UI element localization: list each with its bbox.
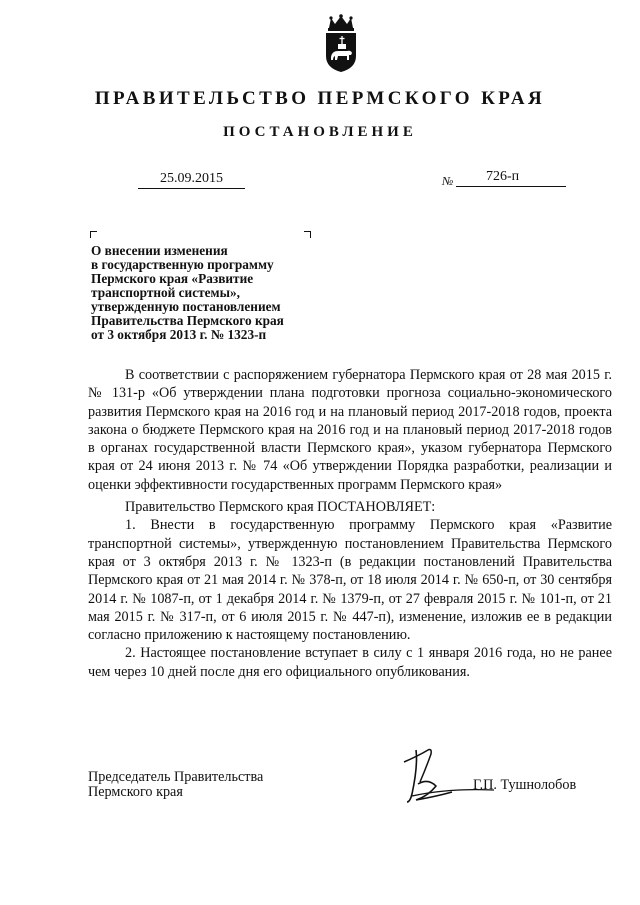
subject-corner-right [304, 231, 311, 238]
subject-line: от 3 октября 2013 г. № 1323-п [91, 327, 267, 342]
signatory-position [88, 770, 263, 800]
clause-1: 1. Внести в государственную программу Пермского края «Развитие транспортной системы», утвержденную постановлением Правительства Пермского края от 3 октября 2013 г. № 1323-п (в редакции постановлений Правительства Пермского края от 21 мая 2014 г. № 378-п, от 18 июля 2014 г. № 650-п, от 30 сентября 2014 г. № 1087-п, от 1 декабря 2014 г. № 1379-п, от 27 февраля 2015 г. № 101-п, от 21 мая 2015 г. № 317-п, от 6 июля 2015 г. № 447-п), изменение, изложив ее в редакции согласно приложению к настоящему постановлению. [88, 517, 612, 644]
document-number: 726-п [486, 169, 520, 184]
subject-line: Пермского края «Развитие [91, 271, 254, 286]
perm-krai-coat-of-arms-icon [318, 14, 364, 74]
position-line: Пермского края [88, 784, 183, 800]
decree-statement: Правительство Пермского края ПОСТАНОВЛЯЕТ: [125, 499, 436, 516]
subject-line: О внесении изменения [91, 243, 228, 258]
subject-line: утвержденную постановлением [91, 299, 281, 314]
subject-line: в государственную программу [91, 257, 274, 272]
government-title: ПРАВИТЕЛЬСТВО ПЕРМСКОГО КРАЯ [94, 88, 546, 109]
handwritten-signature-icon [398, 744, 498, 808]
clause-2: 2. Настоящее постановление вступает в силу с 1 января 2016 года, но не ранее чем через 10 дней после дня его официального опубликования. [88, 645, 612, 680]
document-subject [91, 244, 331, 342]
document-date: 25.09.2015 [138, 171, 245, 189]
subject-corner-left [90, 231, 97, 238]
number-sign: № [442, 174, 454, 188]
subject-line: транспортной системы», [91, 285, 240, 300]
document-body [88, 366, 612, 681]
subject-line: Правительства Пермского края [91, 313, 284, 328]
signatory-name: Г.П. Тушнолобов [473, 777, 577, 793]
document-type: ПОСТАНОВЛЕНИЕ [223, 124, 417, 140]
document-number-field [456, 169, 566, 187]
preamble-paragraph: В соответствии с распоряжением губернатора Пермского края от 28 мая 2015 г. № 131-р «Об утверждении плана подготовки прогноза социально-экономического развития Пермского края на 2016 год и на плановый период 2017-2018 годов, проекта закона о бюджете Пермского края на 2016 год и на плановый период 2017-2018 годов в органах государственной власти Пермского края», указом губернатора Пермского края от 24 июня 2013 г. № 74 «Об утверждении Порядка разработки, реализации и оценки эффективности государственных программ Пермского края» [88, 367, 612, 493]
position-line: Председатель Правительства [88, 769, 264, 785]
